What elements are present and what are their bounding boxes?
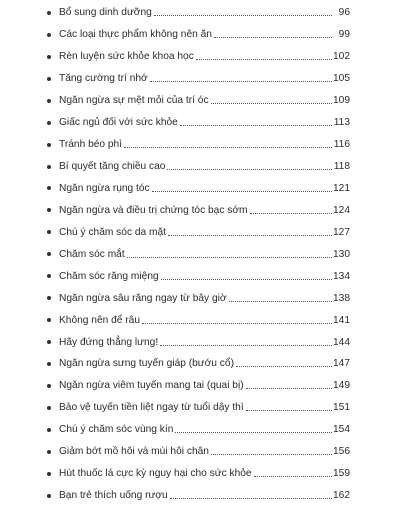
toc-entry-title — [59, 265, 332, 287]
dot-leader — [150, 81, 332, 82]
toc-entry-page: 159 — [333, 468, 350, 480]
toc-entry-title-text: Chú ý chăm sóc vùng kín — [59, 424, 174, 436]
toc-entry-page: 151 — [333, 402, 350, 414]
toc-entry — [0, 287, 400, 309]
toc-entry-title — [59, 463, 332, 485]
toc-entry — [0, 68, 400, 90]
dot-leader — [246, 388, 332, 389]
toc-entry-title-text: Tăng cường trí nhớ — [59, 73, 148, 85]
toc-entry-title — [59, 243, 332, 265]
dot-leader — [254, 476, 332, 477]
toc-entry-title-text: Bổ sung dinh dưỡng — [59, 7, 152, 19]
toc-entry-title-text: Ngăn ngừa rụng tóc — [59, 182, 150, 194]
toc-entry — [0, 24, 400, 46]
toc-entry-title — [59, 309, 332, 331]
toc-entry-page: 138 — [333, 292, 350, 304]
toc-entry-title-text: Ngăn ngừa và điều trị chứng tóc bạc sớm — [59, 204, 248, 216]
dot-leader — [124, 147, 332, 148]
toc-entry — [0, 134, 400, 156]
toc-entry-page: 154 — [333, 424, 350, 436]
toc-entry — [0, 199, 400, 221]
toc-entry-page: 105 — [333, 73, 350, 85]
bullet-icon — [47, 274, 51, 278]
bullet-icon — [47, 143, 51, 147]
bullet-icon — [47, 494, 51, 498]
toc-entry — [0, 112, 400, 134]
toc-entry-title — [59, 46, 332, 68]
toc-entry — [0, 90, 400, 112]
toc-entry-title — [59, 221, 332, 243]
toc-entry-title-text: Rèn luyện sức khỏe khoa học — [59, 51, 194, 63]
dot-leader — [170, 498, 332, 499]
toc-entry-title-text: Không nên để râu — [59, 314, 141, 326]
toc-entry-title-text: Chăm sóc mắt — [59, 248, 125, 260]
bullet-icon — [47, 340, 51, 344]
bullet-icon — [47, 208, 51, 212]
toc-entry-title — [59, 287, 332, 309]
toc-entry-page: 109 — [333, 95, 350, 107]
toc-entry-page: 149 — [333, 380, 350, 392]
toc-entry-title-text: Ngăn ngừa sâu răng ngay từ bây giờ — [59, 292, 227, 304]
bullet-icon — [47, 450, 51, 454]
bullet-icon — [47, 121, 51, 125]
bullet-icon — [47, 77, 51, 81]
dot-leader — [246, 410, 332, 411]
toc-entry — [0, 221, 400, 243]
toc-entry — [0, 309, 400, 331]
bullet-icon — [47, 230, 51, 234]
bullet-icon — [47, 186, 51, 190]
toc-entry-page: 141 — [333, 314, 350, 326]
toc-entry-title — [59, 178, 332, 200]
toc-entry-title — [59, 156, 332, 178]
bullet-icon — [47, 33, 51, 37]
toc-entry-title-text: Các loại thực phẩm không nên ăn — [59, 29, 212, 41]
dot-leader — [160, 345, 332, 346]
toc-entry-title — [59, 331, 332, 353]
toc-entry — [0, 463, 400, 485]
toc-entry-title — [59, 134, 332, 156]
toc-entry-title — [59, 90, 332, 112]
toc-entry-title-text: Ngăn ngừa viêm tuyến mang tai (quai bị) — [59, 380, 244, 392]
toc-entry-title — [59, 485, 332, 507]
toc-entry-title — [59, 112, 332, 134]
dot-leader — [161, 279, 332, 280]
bullet-icon — [47, 296, 51, 300]
dot-leader — [229, 301, 332, 302]
toc-entry-title-text: Hút thuốc lá cực kỳ nguy hại cho sức khỏe — [59, 468, 252, 480]
bullet-icon — [47, 165, 51, 169]
toc-entry-title — [59, 68, 332, 90]
dot-leader — [152, 191, 332, 192]
bullet-icon — [47, 428, 51, 432]
toc-entry — [0, 441, 400, 463]
dot-leader — [180, 125, 332, 126]
toc-entry-title-text: Giấc ngủ đối với sức khỏe — [59, 117, 178, 129]
toc-entry-page: 156 — [333, 446, 350, 458]
dot-leader — [142, 323, 332, 324]
toc-entry — [0, 397, 400, 419]
bullet-icon — [47, 11, 51, 15]
toc-entry-page: 102 — [333, 51, 350, 63]
toc-entry-title — [59, 2, 332, 24]
dot-leader — [127, 257, 332, 258]
toc-list — [0, 2, 400, 507]
dot-leader — [236, 366, 332, 367]
dot-leader — [168, 235, 332, 236]
bullet-icon — [47, 384, 51, 388]
toc-entry-page: 134 — [333, 270, 350, 282]
dot-leader — [154, 15, 332, 16]
toc-entry-title — [59, 397, 332, 419]
toc-entry-title-text: Bảo vệ tuyến tiền liệt ngay từ tuổi dậy thì — [59, 402, 244, 414]
dot-leader — [211, 103, 332, 104]
toc-entry — [0, 353, 400, 375]
bullet-icon — [47, 99, 51, 103]
toc-entry-title — [59, 353, 332, 375]
bullet-icon — [47, 252, 51, 256]
toc-entry — [0, 156, 400, 178]
bullet-icon — [47, 472, 51, 476]
toc-entry-page: 99 — [338, 29, 350, 41]
toc-entry-title-text: Hãy đứng thẳng lưng! — [59, 336, 159, 348]
toc-entry-page: 124 — [333, 204, 350, 216]
toc-entry-page: 121 — [333, 182, 350, 194]
toc-entry-title — [59, 441, 332, 463]
toc-entry-title-text: Tránh béo phì — [59, 139, 123, 151]
toc-entry — [0, 46, 400, 68]
toc-entry-page: 130 — [333, 248, 350, 260]
toc-entry — [0, 243, 400, 265]
bullet-icon — [47, 55, 51, 59]
toc-entry — [0, 375, 400, 397]
toc-entry — [0, 2, 400, 24]
toc-entry-title — [59, 24, 332, 46]
dot-leader — [175, 432, 332, 433]
dot-leader — [211, 454, 332, 455]
dot-leader — [214, 37, 332, 38]
toc-entry-title-text: Bí quyết tăng chiều cao — [59, 161, 166, 173]
toc-entry-title-text: Giảm bớt mồ hôi và mùi hôi chân — [59, 446, 209, 458]
toc-entry-title — [59, 375, 332, 397]
toc-entry — [0, 485, 400, 507]
dot-leader — [167, 169, 332, 170]
toc-entry-page: 96 — [338, 7, 350, 19]
toc-entry-title — [59, 199, 332, 221]
toc-entry-page: 162 — [333, 490, 350, 502]
bullet-icon — [47, 406, 51, 410]
toc-entry-page: 113 — [333, 117, 350, 129]
bullet-icon — [47, 318, 51, 322]
toc-entry — [0, 419, 400, 441]
toc-entry-page: 118 — [333, 161, 350, 173]
toc-entry-page: 116 — [333, 139, 350, 151]
toc-entry-title-text: Ngăn ngừa sự mệt mỏi của trí óc — [59, 95, 209, 107]
toc-entry-title-text: Ngăn ngừa sưng tuyến giáp (bướu cổ) — [59, 358, 234, 370]
toc-entry-title-text: Bạn trẻ thích uống rượu — [59, 490, 168, 502]
toc-entry-title-text: Chăm sóc răng miệng — [59, 270, 159, 282]
toc-entry — [0, 265, 400, 287]
toc-entry-page: 144 — [333, 336, 350, 348]
dot-leader — [250, 213, 332, 214]
bullet-icon — [47, 362, 51, 366]
toc-entry-title-text: Chú ý chăm sóc da mặt — [59, 226, 167, 238]
toc-entry — [0, 331, 400, 353]
toc-entry — [0, 178, 400, 200]
dot-leader — [196, 59, 332, 60]
toc-entry-page: 127 — [333, 226, 350, 238]
toc-entry-page: 147 — [333, 358, 350, 370]
toc-entry-title — [59, 419, 332, 441]
